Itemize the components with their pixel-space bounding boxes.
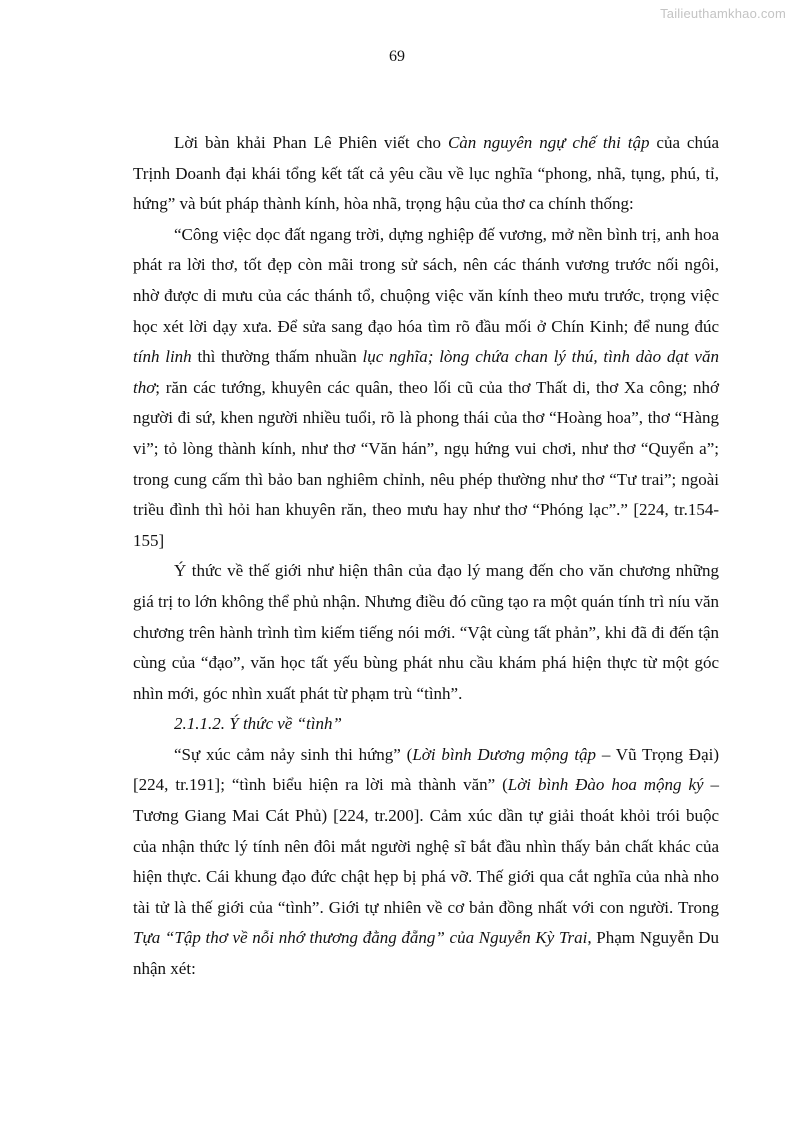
paragraph-2-text-e: ; răn các tướng, khuyên các quân, theo lối cũ của thơ Thất di, thơ Xa công; nhớ người đi sứ, khen người nhiều tuổi, rõ là phong thái của thơ “Hoàng hoa”, thơ “Hàng vi”; tỏ lòng thành kính, như thơ “Văn hán”, ngụ hứng vui chơi, như thơ “Quyển a”; trong cung cấm thì bảo ban nghiêm chỉnh, nêu phép thường như thơ “Tư trai”; ngoài triều đình thì hỏi han khuyên răn, theo mưu hay như thơ “Phóng lạc”.” [224, tr.154-155] <box>133 377 719 550</box>
document-body <box>133 128 719 985</box>
paragraph-4-italic-f: Tựa “Tập thơ về nỗi nhớ thương đằng đẵng” của Nguyễn Kỳ Trai <box>133 928 588 948</box>
paragraph-2-italic-b: tính linh <box>133 347 192 367</box>
paragraph-2-italic-d: lục nghĩa; lòng chứa chan lý thú, tình dào dạt văn thơ <box>133 347 719 397</box>
watermark: Tailieuthamkhao.com <box>660 6 786 21</box>
paragraph-1 <box>133 128 719 220</box>
paragraph-2-text-a: “Công việc dọc đất ngang trời, dựng nghiệp đế vương, mở nền bình trị, anh hoa phát ra lời thơ, tốt đẹp còn mãi trong sử sách, nên các thánh vương trước nối ngôi, nhờ được di mưu của các thánh tổ, chuộng việc văn kính theo mưu trước, trọng việc học xét lời dạy xưa. Để sửa sang đạo hóa tìm rõ đầu mối ở Chín Kinh; để nung đúc <box>133 224 719 336</box>
paragraph-2-quote <box>133 220 719 557</box>
paragraph-4-italic-d: Lời bình Đào hoa mộng ký <box>507 775 704 795</box>
paragraph-1-book-title: Càn nguyên ngự chế thi tập <box>447 133 650 152</box>
paragraph-4-italic-b: Lời bình Dương mộng tập <box>412 744 597 764</box>
paragraph-4-text-a: “Sự xúc cảm nảy sinh thi hứng” ( <box>174 744 413 764</box>
paragraph-4-text-c: – Vũ Trọng Đại) [224, tr.191]; “tình biểu hiện ra lời mà thành văn” ( <box>133 744 719 795</box>
paragraph-4-text-e: – Tương Giang Mai Cát Phủ) [224, tr.200]. Cảm xúc dần tự giải thoát khỏi trói buộc của nhận thức lý tính nên đôi mắt người nghệ sĩ bắt đầu nhìn thấy bản chất khác của hiện thực. Cái khung đạo đức chật hẹp bị phá vỡ. Thế giới qua cắt nghĩa của nhà nho tài tử là thế giới của “tình”. Giới tự nhiên về cơ bản đồng nhất với con người. Trong <box>133 775 719 917</box>
paragraph-2-text-c: thì thường thấm nhuần <box>191 347 363 367</box>
paragraph-4 <box>133 740 719 985</box>
page-number: 69 <box>389 48 405 65</box>
section-heading: 2.1.1.2. Ý thức về “tình” <box>174 714 342 734</box>
paragraph-3: Ý thức về thế giới như hiện thân của đạo lý mang đến cho văn chương những giá trị to lớn không thể phủ nhận. Nhưng điều đó cũng tạo ra một quán tính trì níu văn chương trên hành trình tìm kiếm tiếng nói mới. “Vật cùng tất phản”, khi đã đi đến tận cùng của “đạo”, văn học tất yếu bùng phát nhu cầu khám phá hiện thực từ một góc nhìn mới, góc nhìn xuất phát từ phạm trù “tình”. <box>133 561 719 703</box>
paragraph-4-text-g: , Phạm Nguyễn Du nhận xét: <box>133 928 719 979</box>
paragraph-1-text-c: của chúa Trịnh Doanh đại khái tổng kết tất cả yêu cầu về lục nghĩa “phong, nhã, tụng, phú, tỉ, hứng” và bút pháp thành kính, hòa nhã, trọng hậu của thơ ca chính thống: <box>133 133 719 214</box>
paragraph-1-text-a: Lời bàn khải Phan Lê Phiên viết cho <box>174 133 448 152</box>
